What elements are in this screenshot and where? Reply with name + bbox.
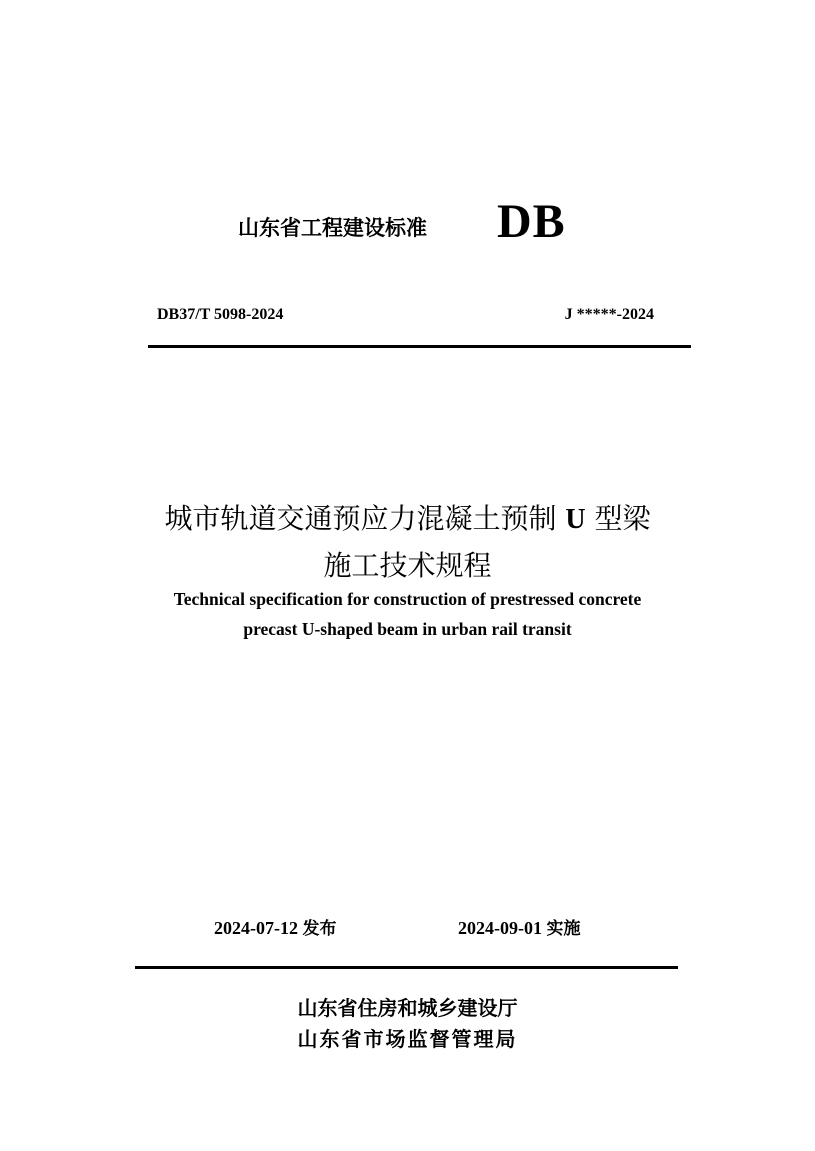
standard-code: DB37/T 5098-2024: [157, 306, 284, 323]
bottom-divider: [135, 966, 678, 969]
standard-category-label: 山东省工程建设标准: [238, 216, 427, 240]
db-mark: DB: [497, 195, 566, 248]
title-en-line1: Technical specification for construction of prestressed concrete: [173, 589, 642, 609]
implement-label: 实施: [546, 919, 581, 939]
title-cn-line2: 施工技术规程: [323, 549, 492, 582]
top-divider: [148, 345, 691, 348]
title-cn-line1-suffix: 型梁: [594, 502, 651, 535]
implement-date-block: [458, 914, 581, 939]
title-cn-line1-prefix: 城市轨道交通预应力混凝土预制: [164, 502, 557, 535]
title-en-line2: precast U-shaped beam in urban rail transit: [243, 619, 572, 639]
issuer-org-2: 山东省市场监督管理局: [297, 1027, 518, 1051]
issue-date: 2024-07-12: [214, 918, 298, 938]
implement-date: 2024-09-01: [458, 918, 542, 938]
title-cn-line1-u: U: [565, 504, 586, 535]
issue-label: 发布: [302, 919, 337, 939]
issuer-org-1: 山东省住房和城乡建设厅: [297, 996, 518, 1020]
record-code: J *****-2024: [564, 306, 654, 323]
issue-date-block: [214, 914, 337, 939]
title-cn-line1: [0, 497, 815, 537]
